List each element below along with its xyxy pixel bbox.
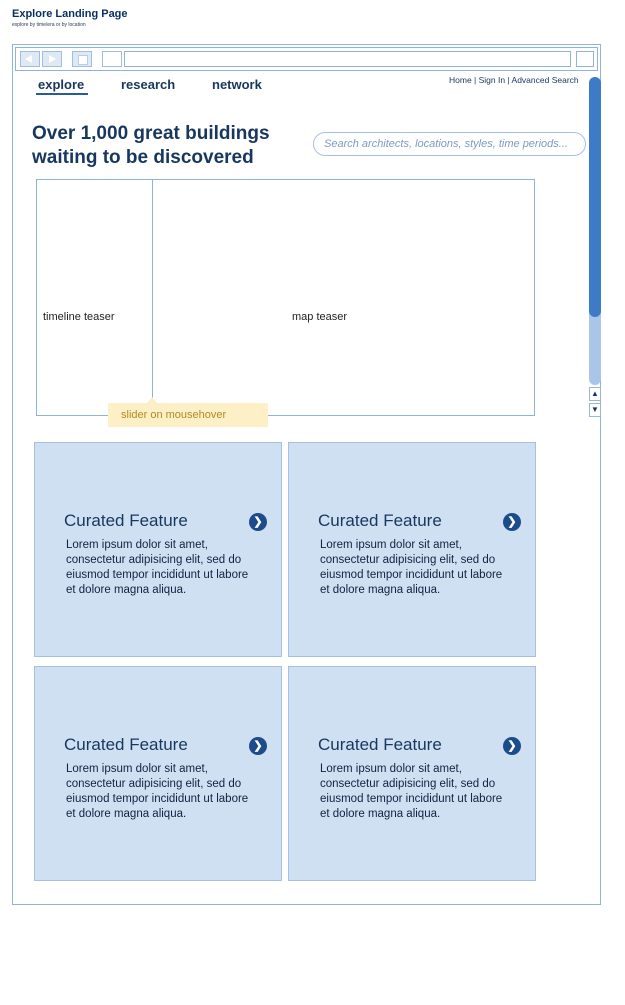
back-arrow-icon [25,55,32,63]
card-body: Lorem ipsum dolor sit amet, consectetur adipisicing elit, sed do eiusmod tempor incididunt ut labore et dolore magna aliqua. [66,763,249,820]
scroll-thumb[interactable] [589,77,601,317]
card-body: Lorem ipsum dolor sit amet, consectetur adipisicing elit, sed do eiusmod tempor incididunt ut labore et dolore magna aliqua. [320,539,503,596]
tooltip-notch [147,397,157,403]
chevron-right-circle-icon[interactable]: ❯ [503,513,521,531]
forward-button[interactable] [42,51,62,67]
page-headline [32,122,322,170]
tab-research[interactable]: research [121,77,176,92]
forward-arrow-icon [49,55,56,63]
toolbar-blank-button[interactable] [102,51,122,67]
chevron-right-circle-icon[interactable]: ❯ [249,737,267,755]
slider-tooltip [108,403,268,427]
timeline-teaser[interactable]: timeline teaser [43,311,115,323]
search-input[interactable]: Search architects, locations, styles, time periods... [313,132,586,156]
card-title: Curated Feature [318,735,442,754]
url-bar[interactable] [124,51,571,67]
card-title: Curated Feature [64,735,188,754]
home-button[interactable] [72,51,92,67]
curated-feature-card[interactable] [34,442,282,657]
wireframe-subtitle: explore by time/era or by location [12,22,86,28]
curated-feature-card[interactable] [288,442,536,657]
vertical-scrollbar[interactable] [589,77,601,419]
curated-feature-card[interactable] [34,666,282,881]
card-title: Curated Feature [64,511,188,530]
teaser-panel [36,179,535,416]
chevron-right-circle-icon[interactable]: ❯ [249,513,267,531]
tooltip-text: slider on mousehover [121,409,227,421]
card-title: Curated Feature [318,511,442,530]
scroll-up-icon[interactable]: ▲ [589,387,601,401]
back-button[interactable] [20,51,40,67]
active-tab-indicator [36,93,88,95]
browser-toolbar [15,47,598,71]
browser-window [12,44,601,905]
card-body: Lorem ipsum dolor sit amet, consectetur adipisicing elit, sed do eiusmod tempor incididunt ut labore et dolore magna aliqua. [320,763,503,820]
scroll-track[interactable] [589,77,601,385]
headline-line-1: Over 1,000 great buildings [32,123,270,144]
card-body: Lorem ipsum dolor sit amet, consectetur adipisicing elit, sed do eiusmod tempor incididunt ut labore et dolore magna aliqua. [66,539,249,596]
tab-explore[interactable]: explore [38,77,85,92]
utility-links[interactable]: Home | Sign In | Advanced Search [449,75,579,85]
map-teaser[interactable]: map teaser [292,311,348,323]
headline-line-2: waiting to be discovered [32,147,254,168]
teaser-divider[interactable] [152,180,153,415]
wireframe-title: Explore Landing Page [12,8,128,20]
scroll-down-icon[interactable]: ▼ [589,403,601,417]
chevron-right-circle-icon[interactable]: ❯ [503,737,521,755]
home-icon [78,55,88,65]
curated-feature-card[interactable] [288,666,536,881]
tab-network[interactable]: network [212,77,262,92]
go-button[interactable] [576,51,594,67]
